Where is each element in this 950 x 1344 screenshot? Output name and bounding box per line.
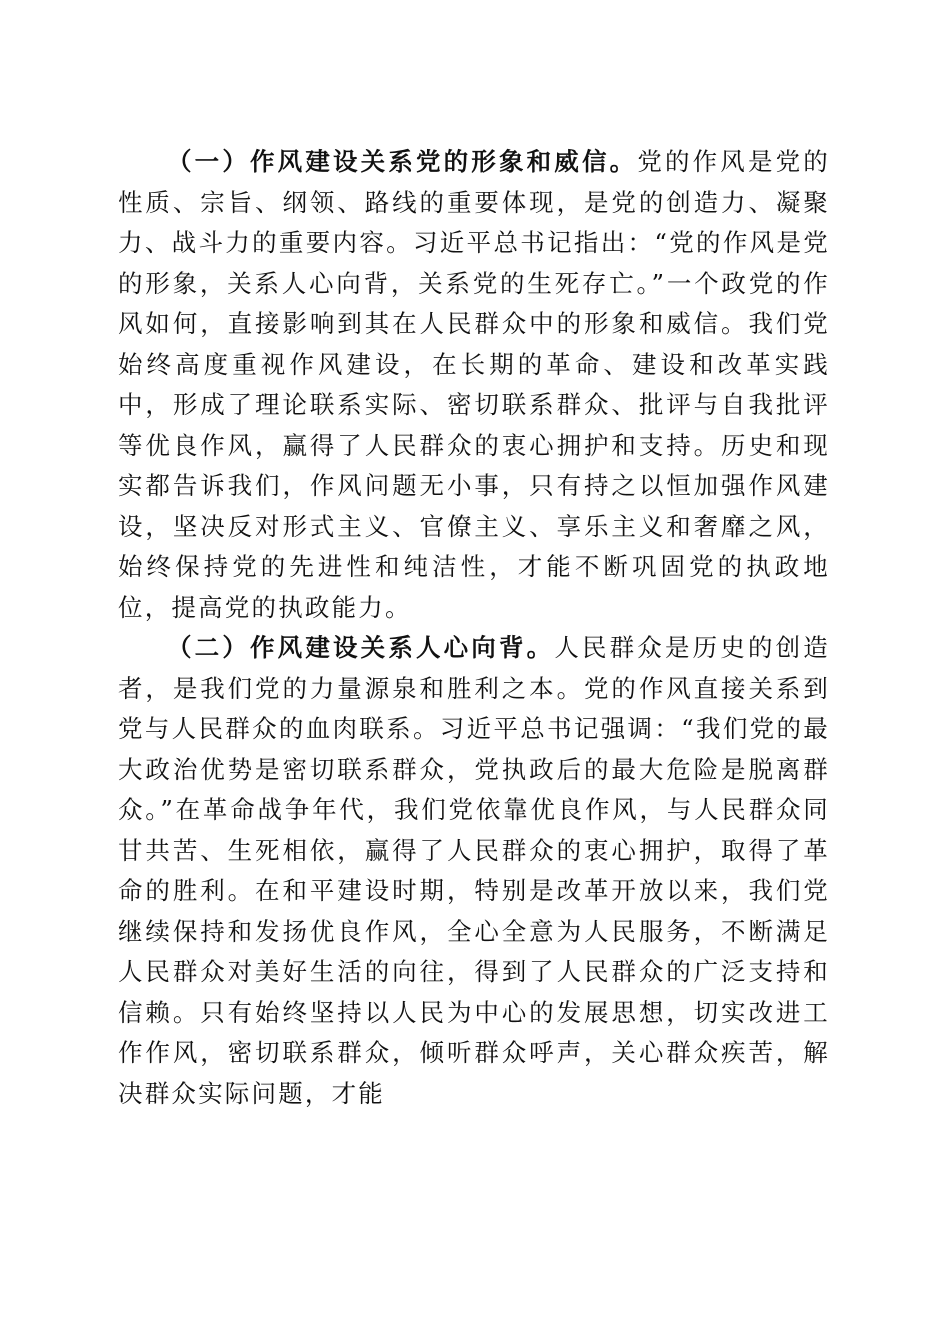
paragraph-2-text: 人民群众是历史的创造者，是我们党的力量源泉和胜利之本。党的作风直接关系到党与人民群众的血肉联系。习近平总书记强调：“我们党的最大政治优势是密切联系群众，党执政后的最大危险是脱离群众。”在革命战争年代，我们党依靠优良作风，与人民群众同甘共苦、生死相依，赢得了人民群众的衷心拥护，取得了革命的胜利。在和平建设时期，特别是改革开放以来，我们党继续保持和发扬优良作风，全心全意为人民服务，不断满足人民群众对美好生活的向往，得到了人民群众的广泛支持和信赖。只有始终坚持以人民为中心的发展思想，切实改进工作作风，密切联系群众，倾听群众呼声，关心群众疾苦，解决群众实际问题，才能 bbox=[118, 633, 830, 1108]
document-body bbox=[118, 142, 830, 1114]
paragraph-2 bbox=[118, 628, 830, 1114]
paragraph-1-heading: （一）作风建设关系党的形象和威信。 bbox=[167, 147, 638, 176]
paragraph-1 bbox=[118, 142, 830, 628]
paragraph-1-text: 党的作风是党的性质、宗旨、纲领、路线的重要体现，是党的创造力、凝聚力、战斗力的重要内容。习近平总书记指出：“党的作风是党的形象，关系人心向背，关系党的生死存亡。”一个政党的作风如何，直接影响到其在人民群众中的形象和威信。我们党始终高度重视作风建设，在长期的革命、建设和改革实践中，形成了理论联系实际、密切联系群众、批评与自我批评等优良作风，赢得了人民群众的衷心拥护和支持。历史和现实都告诉我们，作风问题无小事，只有持之以恒加强作风建设，坚决反对形式主义、官僚主义、享乐主义和奢靡之风，始终保持党的先进性和纯洁性，才能不断巩固党的执政地位，提高党的执政能力。 bbox=[118, 147, 830, 622]
paragraph-2-heading: （二）作风建设关系人心向背。 bbox=[167, 633, 555, 662]
